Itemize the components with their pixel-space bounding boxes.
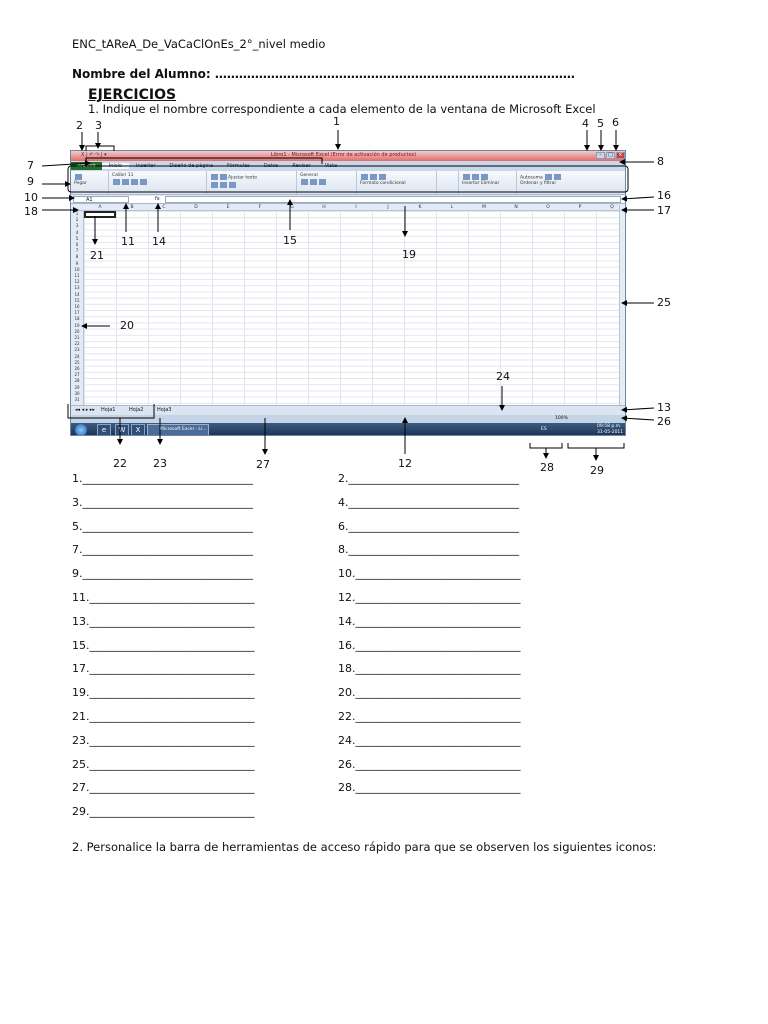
answer-number: 25. (72, 757, 90, 771)
answer-number: 20. (338, 686, 356, 700)
answer-line (338, 543, 519, 556)
answer-blank: _______________________________ (82, 472, 253, 485)
arrow-16 (622, 197, 654, 199)
clock-date: 31-05-2011 (597, 430, 624, 435)
row-header: 1 (75, 211, 79, 216)
label-15: 15 (283, 234, 297, 247)
label-10: 10 (24, 191, 38, 204)
label-19: 19 (402, 248, 416, 261)
column-header: G (290, 205, 294, 210)
row-header: 25 (74, 359, 80, 365)
row-header: 26 (74, 366, 80, 371)
student-name-line: Nombre del Alumno: ……………………………………………………………………………… (72, 67, 575, 81)
sheet-tab-3: Hoja3 (157, 407, 172, 413)
answer-blank: ______________________________ (355, 733, 521, 747)
answer-number: 7. (72, 543, 83, 557)
answer-number: 5. (72, 519, 83, 533)
answer-blank: ______________________________ (89, 733, 255, 747)
answer-line (72, 710, 255, 723)
column-header: P (578, 205, 582, 210)
answer-number: 12. (338, 591, 356, 604)
answer-blank: _______________________________ (82, 543, 253, 557)
column-header: D (194, 205, 198, 210)
row-header: 5 (75, 235, 79, 241)
label-3: 3 (95, 119, 102, 132)
tab-data: Datos (263, 163, 279, 169)
row-header: 8 (75, 254, 79, 260)
answer-blank: ______________________________ (89, 591, 255, 604)
column-header: H (322, 205, 326, 210)
column-header: M (482, 205, 486, 210)
sheet-nav-icons: ◂◂ ◂ ▸ ▸▸ (75, 407, 95, 413)
row-header: 20 (74, 328, 80, 334)
answer-line (72, 662, 255, 675)
answer-number: 15. (72, 638, 90, 652)
ribbon-group-styles: Formato condicional (357, 171, 437, 194)
sheet-tab-2: Hoja2 (129, 407, 144, 413)
answer-blank: ______________________________ (355, 781, 521, 795)
answer-blank: ______________________________ (355, 638, 521, 652)
answer-number: 4. (338, 495, 349, 509)
document-header: ENC_tAReA_De_VaCaClOnEs_2°_nivel medio (72, 37, 326, 51)
row-header: 11 (74, 273, 80, 278)
answer-number: 29. (72, 805, 90, 819)
column-header: E (226, 205, 230, 210)
row-header: 4 (75, 229, 79, 235)
row-header: 14 (74, 291, 80, 297)
label-4: 4 (582, 117, 589, 130)
answer-line (338, 591, 521, 604)
column-header: I (355, 205, 357, 210)
label-20: 20 (120, 319, 134, 332)
row-header: 30 (74, 390, 80, 396)
answer-blank: _______________________________ (82, 519, 253, 533)
answer-number: 2. (338, 472, 349, 485)
answer-number: 27. (72, 781, 90, 795)
row-header: 16 (74, 304, 80, 309)
answer-number: 19. (72, 686, 90, 700)
row-header: 2 (75, 217, 79, 223)
label-29: 29 (590, 464, 604, 477)
name-box: A1 (73, 196, 129, 203)
label-17: 17 (657, 204, 671, 217)
answer-number: 22. (338, 710, 356, 723)
answer-blank: ______________________________ (355, 662, 521, 676)
answer-line (72, 472, 253, 485)
answer-blank: _______________________________ (348, 472, 519, 485)
answer-line (72, 543, 253, 556)
maximize-icon: □ (606, 152, 615, 159)
answer-blank: _______________________________ (82, 567, 253, 581)
answer-blank: ______________________________ (355, 567, 521, 581)
quick-access-toolbar: X | ↶ ↷ | ▾ (81, 152, 107, 158)
arrow-26 (622, 418, 654, 420)
label-14: 14 (152, 235, 166, 248)
language-indicator: ES (541, 427, 547, 432)
column-header: L (450, 205, 454, 210)
answer-number: 17. (72, 662, 90, 676)
minimize-icon: – (596, 152, 605, 159)
answer-blank: _______________________________ (348, 519, 519, 533)
tab-file: Archivo (71, 162, 102, 170)
row-header: 18 (74, 316, 80, 322)
answer-line (338, 734, 521, 747)
clock-time: 09:58 p.m. (597, 424, 622, 429)
label-28: 28 (540, 461, 554, 474)
instruction-2: 2. Personalice la barra de herramientas de acceso rápido para que se observen los siguientes iconos: (72, 840, 657, 854)
taskbar-excel-button: Microsoft Excel - Li... (147, 424, 209, 436)
answer-number: 8. (338, 543, 349, 557)
row-header: 13 (74, 285, 80, 291)
zoom-level: 100% (555, 416, 568, 421)
column-header: B (130, 205, 134, 210)
answer-blank: ______________________________ (89, 686, 255, 700)
answer-number: 28. (338, 781, 356, 795)
column-header: N (514, 205, 518, 210)
answer-blank: ______________________________ (355, 686, 521, 700)
answer-number: 13. (72, 614, 90, 628)
answer-line (72, 520, 253, 533)
label-8: 8 (657, 155, 664, 168)
answer-line (72, 639, 255, 652)
label-27: 27 (256, 458, 270, 471)
section-title: EJERCICIOS (88, 87, 177, 103)
word-icon: W (115, 424, 129, 436)
tab-page-layout: Diseño de página (169, 163, 214, 169)
label-6: 6 (612, 116, 619, 129)
ie-icon: e (97, 424, 111, 436)
row-header: 19 (74, 322, 80, 328)
label-16: 16 (657, 189, 671, 202)
column-header: O (546, 205, 550, 210)
answer-line (338, 781, 521, 794)
row-header: 12 (74, 279, 80, 285)
row-header: 22 (74, 341, 80, 347)
ribbon-group-alignment: Ajustar texto (207, 171, 297, 194)
label-11: 11 (121, 235, 135, 248)
label-5: 5 (597, 117, 604, 130)
column-header: A (98, 205, 102, 210)
answer-number: 10. (338, 567, 356, 581)
answer-number: 18. (338, 662, 356, 676)
label-13: 13 (657, 401, 671, 414)
answer-number: 21. (72, 710, 90, 723)
ribbon-group-cells: Insertar Eliminar (459, 171, 517, 194)
row-header: 15 (74, 297, 80, 303)
label-9: 9 (27, 175, 34, 188)
answer-blank: ______________________________ (89, 710, 255, 723)
ribbon-group-number: General (297, 171, 357, 194)
answer-line (338, 758, 521, 771)
answer-number: 3. (72, 495, 83, 509)
answer-number: 9. (72, 567, 83, 581)
arrow-13 (622, 408, 654, 410)
fx-icon: fx (155, 196, 160, 202)
row-header: 29 (74, 384, 80, 390)
label-25: 25 (657, 296, 671, 309)
tab-view: Vista (324, 163, 338, 169)
answer-line (338, 567, 521, 580)
tab-review: Revisar (292, 163, 311, 169)
row-header: 17 (74, 310, 80, 316)
answer-line (338, 496, 519, 509)
label-23: 23 (153, 457, 167, 470)
callout-arrows (0, 0, 768, 480)
instruction-1: 1. Indique el nombre correspondiente a cada elemento de la ventana de Microsoft Excel (88, 102, 596, 116)
answer-number: 26. (338, 757, 356, 771)
row-header: 3 (75, 223, 79, 229)
answer-number: 23. (72, 733, 90, 747)
answer-line (338, 639, 521, 652)
column-header: F (258, 205, 262, 210)
answer-line (72, 734, 255, 747)
label-18: 18 (24, 205, 38, 218)
answer-number: 14. (338, 614, 356, 628)
answer-line (338, 662, 521, 675)
answer-number: 16. (338, 638, 356, 652)
close-icon: × (616, 152, 625, 159)
row-header: 9 (75, 260, 79, 266)
answer-blank: ______________________________ (355, 614, 521, 628)
answer-number: 6. (338, 519, 349, 533)
row-header: 6 (75, 242, 79, 247)
answer-blank: ______________________________ (355, 591, 521, 604)
answer-number: 24. (338, 733, 356, 747)
tab-formulas: Fórmulas (227, 163, 250, 169)
answer-line (338, 615, 521, 628)
answer-blank: _______________________________ (348, 495, 519, 509)
column-header: K (418, 205, 422, 210)
answer-blank: ______________________________ (89, 805, 255, 819)
answer-blank: ______________________________ (355, 757, 521, 771)
answer-line (72, 758, 255, 771)
label-12: 12 (398, 457, 412, 470)
answer-blank: ______________________________ (89, 614, 255, 628)
sheet-tab-1: Hoja1 (101, 407, 116, 413)
answer-line (72, 591, 255, 604)
row-header: 31 (74, 397, 80, 402)
callout-brackets (68, 146, 628, 448)
excel-title-text: Libro1 - Microsoft Excel (Error de activación de productos) (271, 152, 417, 158)
row-header: 27 (74, 372, 80, 378)
label-22: 22 (113, 457, 127, 470)
column-header: Q (610, 205, 614, 210)
tab-insert: Insertar (135, 163, 156, 169)
answer-line (338, 710, 521, 723)
answer-blank: ______________________________ (89, 638, 255, 652)
row-header: 10 (74, 266, 80, 272)
tab-home: Inicio (102, 163, 129, 169)
answer-line (338, 686, 521, 699)
row-header: 24 (74, 353, 80, 359)
label-24: 24 (496, 370, 510, 383)
label-2: 2 (76, 119, 83, 132)
ribbon-group-editing: Autosuma Ordenar y filtrar (517, 171, 625, 194)
answer-line (72, 567, 253, 580)
answer-blank: _______________________________ (82, 495, 253, 509)
answer-line (338, 520, 519, 533)
ribbon-group-font: Calibri 11 (109, 171, 207, 194)
answer-line (72, 496, 253, 509)
column-header: C (162, 205, 166, 210)
answer-blank: _______________________________ (348, 543, 519, 557)
row-header: 7 (75, 248, 79, 254)
answer-number: 11. (72, 591, 90, 604)
answer-line (72, 781, 255, 794)
label-7: 7 (27, 159, 34, 172)
answer-line (72, 686, 255, 699)
row-header: 28 (74, 378, 80, 384)
answer-line (72, 805, 255, 818)
answer-line (338, 472, 519, 485)
row-header: 21 (74, 335, 80, 340)
row-header: 23 (74, 347, 80, 353)
label-26: 26 (657, 415, 671, 428)
answer-number: 1. (72, 472, 83, 485)
column-header: J (387, 205, 389, 210)
answer-line (72, 615, 255, 628)
ribbon-group-paste: Pegar (71, 171, 109, 194)
answer-blank: ______________________________ (89, 757, 255, 771)
excel-icon: X (131, 424, 145, 436)
answer-blank: ______________________________ (355, 710, 521, 723)
answer-blank: ______________________________ (89, 781, 255, 795)
label-21: 21 (90, 249, 104, 262)
label-1: 1 (333, 115, 340, 128)
answer-blank: ______________________________ (89, 662, 255, 676)
